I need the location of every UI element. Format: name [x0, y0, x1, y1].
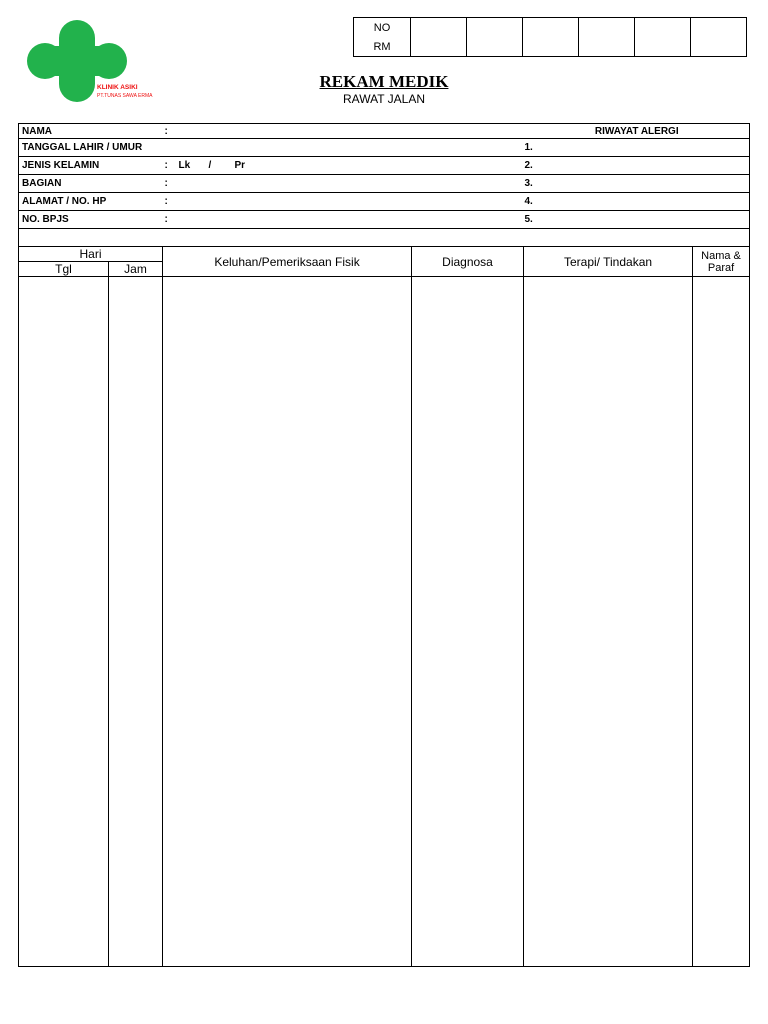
visit-log-table: [18, 246, 750, 967]
field-label-bagian: BAGIAN: [19, 175, 162, 193]
record-number-box: [353, 17, 747, 57]
field-label-bpjs: NO. BPJS: [19, 211, 162, 229]
field-colon: :: [162, 157, 176, 175]
field-colon: :: [162, 124, 176, 139]
tgl-cell[interactable]: [19, 277, 109, 967]
terapi-cell[interactable]: [524, 277, 693, 967]
jam-cell[interactable]: [109, 277, 163, 967]
field-label-alamat: ALAMAT / NO. HP: [19, 193, 162, 211]
allergy-header: RIWAYAT ALERGI: [522, 124, 750, 139]
allergy-item[interactable]: 5.: [522, 211, 750, 229]
record-number-cell[interactable]: [579, 18, 635, 57]
page-title: [0, 72, 768, 92]
alamat-field[interactable]: [176, 193, 522, 211]
allergy-item[interactable]: 1.: [522, 139, 750, 157]
gender-pr-option[interactable]: Pr: [232, 157, 522, 175]
gender-separator: /: [206, 157, 232, 175]
record-number-label-bottom: RM: [354, 37, 411, 57]
nama-paraf-cell[interactable]: [693, 277, 750, 967]
record-number-cell[interactable]: [691, 18, 747, 57]
bagian-field[interactable]: [176, 175, 522, 193]
tanggal-field-ext[interactable]: [176, 139, 522, 157]
page-title-text: REKAM MEDIK: [319, 72, 449, 91]
allergy-item[interactable]: 3.: [522, 175, 750, 193]
allergy-item[interactable]: 4.: [522, 193, 750, 211]
allergy-item[interactable]: 2.: [522, 157, 750, 175]
page-subtitle: RAWAT JALAN: [342, 92, 425, 106]
patient-info-table: [18, 123, 750, 247]
tanggal-field[interactable]: [162, 139, 176, 157]
field-label-jenis: JENIS KELAMIN: [19, 157, 162, 175]
field-colon: :: [162, 211, 176, 229]
col-nama-paraf-line2: Paraf: [707, 261, 735, 274]
col-terapi: Terapi/ Tindakan: [524, 247, 693, 277]
gender-lk-option[interactable]: Lk: [176, 157, 206, 175]
company-name: PT.TUNAS SAWA ERMA: [97, 93, 153, 99]
clinic-name: KLINIK ASIKI: [97, 84, 138, 91]
col-tgl: Tgl: [19, 262, 109, 277]
record-number-label-top: NO: [354, 18, 411, 38]
col-hari: Hari: [19, 247, 163, 262]
nama-field[interactable]: [176, 124, 522, 139]
keluhan-cell[interactable]: [163, 277, 412, 967]
bpjs-field[interactable]: [176, 211, 522, 229]
field-label-tanggal: TANGGAL LAHIR / UMUR: [19, 139, 162, 157]
field-colon: :: [162, 175, 176, 193]
record-number-cell[interactable]: [523, 18, 579, 57]
col-nama-paraf: [693, 247, 750, 277]
col-nama-paraf-line1: Nama &: [701, 249, 741, 262]
record-number-cell[interactable]: [467, 18, 523, 57]
col-diagnosa: Diagnosa: [412, 247, 524, 277]
field-label-nama: NAMA: [19, 124, 162, 139]
diagnosa-cell[interactable]: [412, 277, 524, 967]
record-number-cell[interactable]: [411, 18, 467, 57]
record-number-cell[interactable]: [635, 18, 691, 57]
spacer-row: [19, 229, 750, 247]
field-colon: :: [162, 193, 176, 211]
col-jam: Jam: [109, 262, 163, 277]
col-keluhan: Keluhan/Pemeriksaan Fisik: [163, 247, 412, 277]
